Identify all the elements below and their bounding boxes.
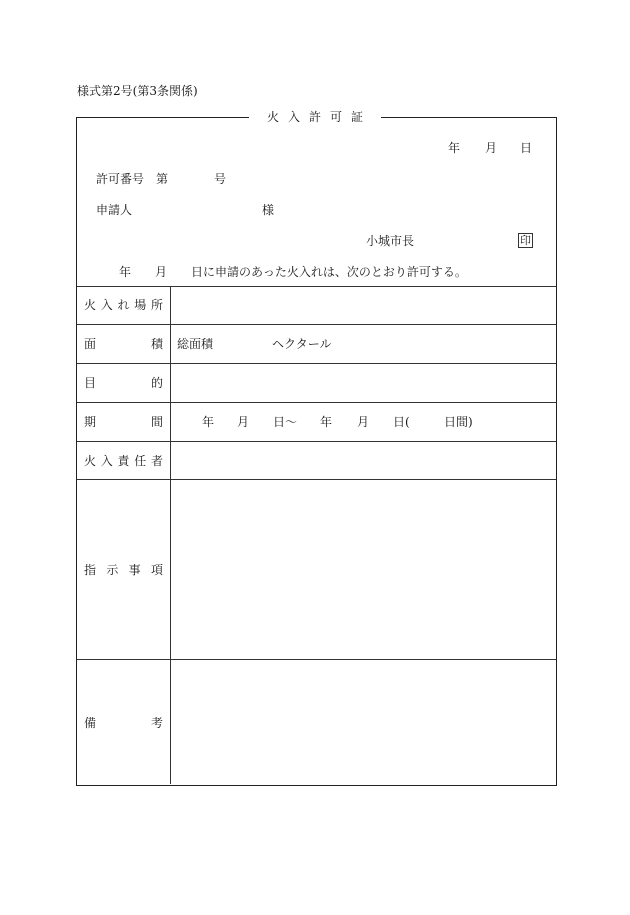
- label-char: 指: [84, 563, 97, 577]
- permit-number-go: 号: [214, 172, 227, 186]
- label-char: 場: [134, 298, 147, 312]
- label-char: 入: [100, 298, 113, 312]
- label-char: 積: [150, 337, 163, 351]
- form-number-label: 様式第2号(第3条関係): [77, 84, 198, 98]
- header-date-month: 月: [485, 141, 498, 155]
- row-label-area: [84, 337, 163, 351]
- row-divider: [77, 286, 556, 287]
- row-label-location: [84, 298, 163, 312]
- header-date-day: 日: [520, 141, 533, 155]
- row-divider: [77, 479, 556, 480]
- label-char: 事: [128, 563, 141, 577]
- header-date-year: 年: [448, 141, 461, 155]
- label-char: 期: [84, 415, 97, 429]
- applicant-label: 申請人: [96, 203, 133, 217]
- area-unit: ヘクタール: [272, 337, 332, 351]
- permit-number-dai: 第: [156, 172, 169, 186]
- label-char: 示: [106, 563, 119, 577]
- label-char: 間: [150, 415, 163, 429]
- form-title: 火入許可証: [249, 108, 381, 126]
- label-char: 備: [84, 716, 97, 730]
- label-char: 責: [117, 454, 130, 468]
- statement-month: 月: [155, 265, 168, 279]
- row-divider: [77, 402, 556, 403]
- period-end-day: 日(: [393, 415, 410, 429]
- period-start-year: 年: [202, 415, 215, 429]
- permit-form-frame: [76, 117, 557, 786]
- period-start-month: 月: [237, 415, 250, 429]
- label-char: 者: [150, 454, 163, 468]
- seal-mark: [518, 233, 533, 248]
- seal-box: 印: [520, 234, 531, 247]
- label-char: 的: [150, 376, 163, 390]
- row-divider: [77, 659, 556, 660]
- period-end-year: 年: [320, 415, 333, 429]
- row-divider: [77, 441, 556, 442]
- row-label-instructions: [84, 563, 163, 577]
- row-label-responsible: [84, 454, 163, 468]
- period-days: 日間): [444, 415, 473, 429]
- label-char: 入: [100, 454, 113, 468]
- statement-text: 日に申請のあった火入れは、次のとおり許可する。: [191, 265, 467, 279]
- label-char: 火: [84, 298, 97, 312]
- applicant-honorific: 様: [262, 203, 275, 217]
- row-divider: [77, 363, 556, 364]
- period-start-day: 日〜: [273, 415, 298, 429]
- row-label-period: [84, 415, 163, 429]
- row-label-purpose: [84, 376, 163, 390]
- period-end-month: 月: [357, 415, 370, 429]
- area-value-label: 総面積: [177, 337, 214, 351]
- label-char: 火: [84, 454, 97, 468]
- label-char: れ: [117, 298, 130, 312]
- label-char: 面: [84, 337, 97, 351]
- issuer-name: 小城市長: [366, 234, 415, 248]
- label-char: 任: [134, 454, 147, 468]
- label-char: 考: [150, 716, 163, 730]
- label-char: 項: [150, 563, 163, 577]
- label-char: 所: [150, 298, 163, 312]
- label-char: 目: [84, 376, 97, 390]
- row-label-remarks: [84, 716, 163, 730]
- label-column-divider: [170, 286, 171, 784]
- permit-number-label: 許可番号: [96, 172, 145, 186]
- row-divider: [77, 324, 556, 325]
- statement-year: 年: [119, 265, 132, 279]
